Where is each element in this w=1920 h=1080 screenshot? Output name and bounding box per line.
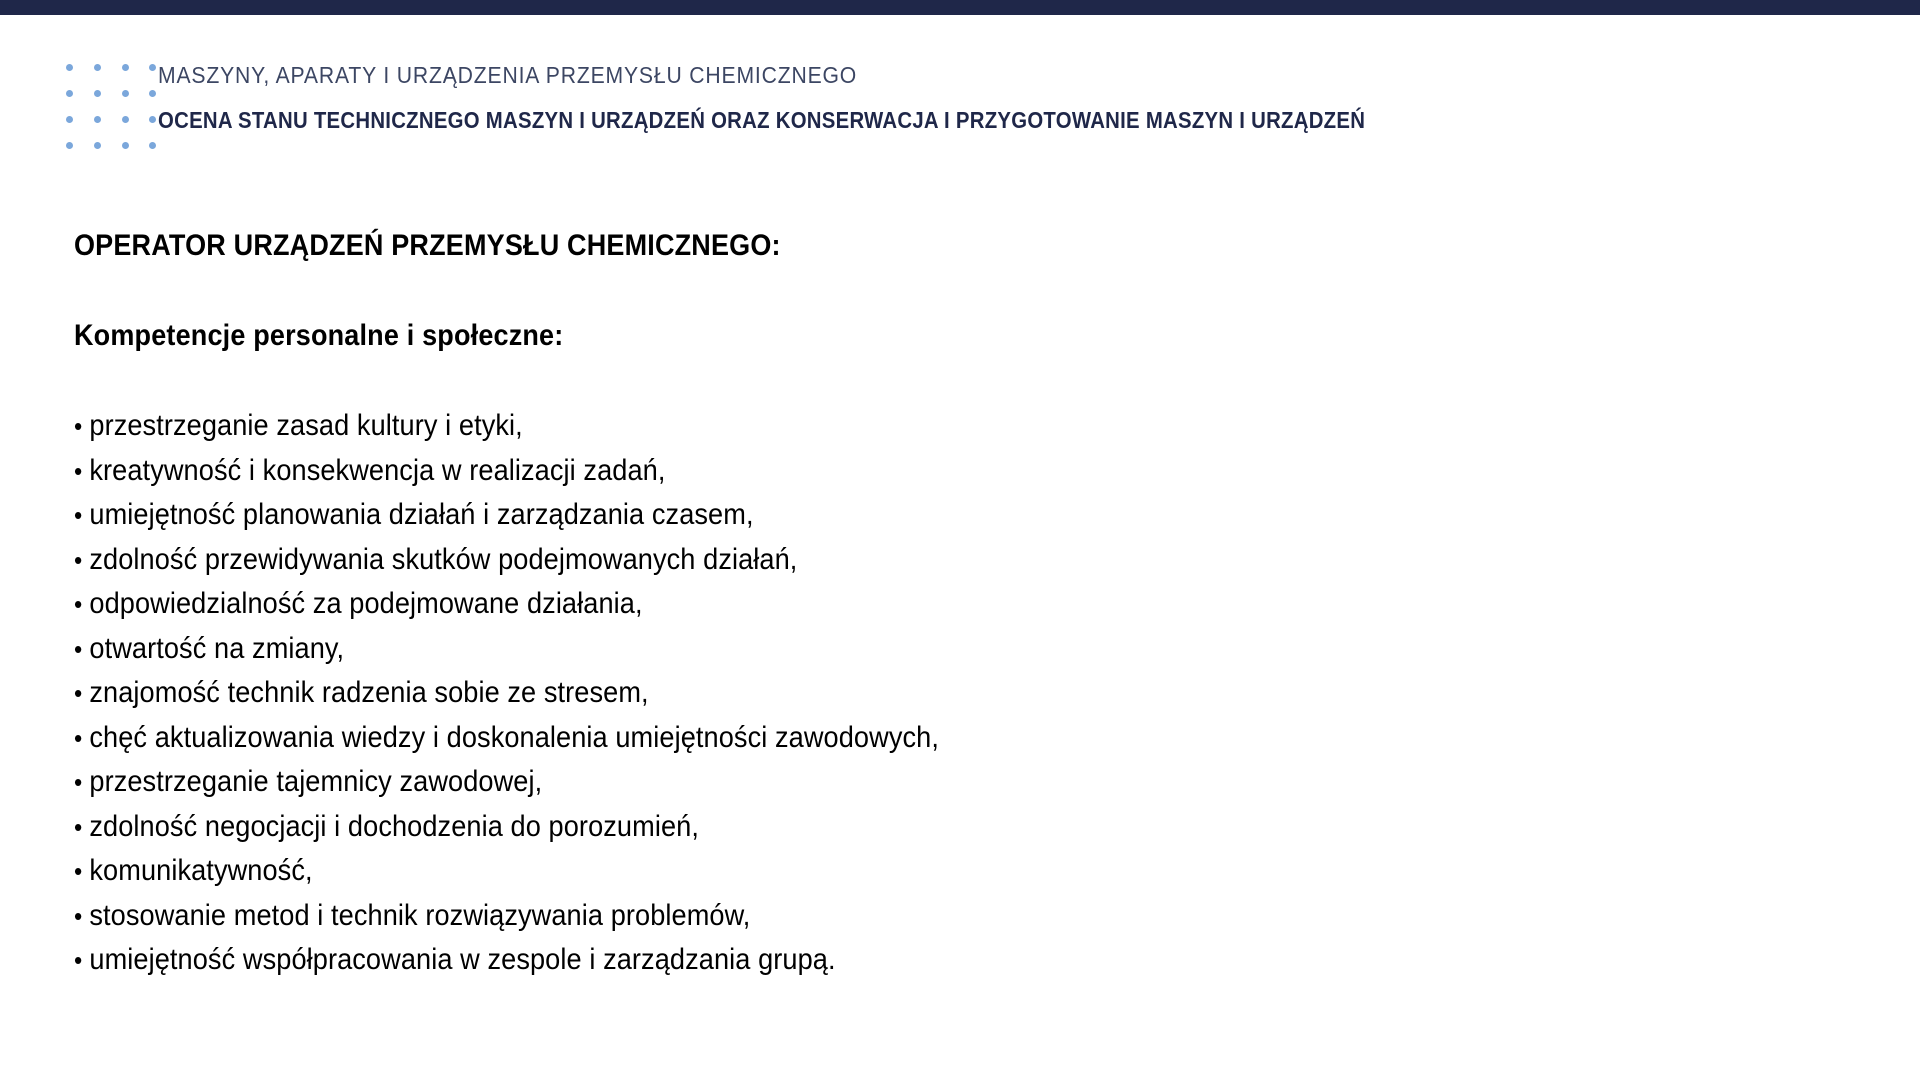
grid-dot (66, 116, 73, 123)
section-subtitle: Kompetencje personalne i społeczne: (74, 319, 564, 352)
list-item-label: przestrzeganie zasad kultury i etyki, (89, 409, 523, 442)
bullet-icon: • (74, 678, 83, 708)
list-item-label: umiejętność planowania działań i zarządzania czasem, (89, 498, 754, 531)
grid-dot (149, 64, 156, 71)
grid-dot (94, 90, 101, 97)
bullet-icon: • (74, 811, 83, 842)
list-item (74, 938, 1703, 983)
decorative-dot-grid (66, 58, 158, 149)
grid-dot (66, 90, 73, 97)
bullet-icon: • (74, 856, 83, 886)
competency-bullet-list (74, 404, 1874, 983)
list-item-label: zdolność negocjacji i dochodzenia do porozumień, (89, 809, 699, 843)
list-item-label: znajomość technik radzenia sobie ze stresem, (89, 676, 649, 709)
bullet-icon: • (74, 945, 83, 975)
grid-dot (122, 90, 129, 97)
slide-body (74, 228, 1874, 999)
list-item-label: kreatywność i konsekwencja w realizacji zadań, (89, 453, 666, 487)
list-item (74, 538, 1703, 583)
header-course-title: MASZYNY, APARATY I URZĄDZENIA PRZEMYSŁU CHEMICZNEGO (158, 62, 858, 88)
bullet-icon: • (74, 589, 83, 619)
list-item-label: umiejętność współpracowania w zespole i zarządzania grupą. (89, 943, 836, 976)
bullet-icon: • (74, 411, 83, 441)
list-item (74, 627, 1703, 672)
bullet-icon: • (74, 544, 83, 575)
grid-dot (66, 142, 73, 149)
grid-dot (122, 116, 129, 123)
bullet-icon: • (74, 500, 83, 530)
list-item (74, 805, 1703, 850)
bullet-icon: • (74, 633, 83, 664)
list-item-label: otwartość na zmiany, (89, 631, 345, 665)
header-row (72, 58, 1862, 149)
list-item (74, 716, 1703, 761)
grid-dot (66, 64, 73, 71)
list-item (74, 582, 1703, 627)
bullet-icon: • (74, 722, 83, 753)
grid-dot (149, 90, 156, 97)
page-title: OPERATOR URZĄDZEŃ PRZEMYSŁU CHEMICZNEGO: (74, 229, 781, 262)
list-item (74, 760, 1703, 805)
list-item (74, 493, 1703, 538)
slide-header (72, 58, 1862, 149)
list-item-label: chęć aktualizowania wiedzy i doskonalenia umiejętności zawodowych, (89, 720, 939, 754)
list-item-label: stosowanie metod i technik rozwiązywania problemów, (89, 898, 751, 932)
list-item (74, 449, 1703, 494)
list-item-label: komunikatywność, (89, 854, 313, 887)
list-item-label: zdolność przewidywania skutków podejmowanych działań, (89, 542, 798, 576)
list-item (74, 671, 1703, 716)
list-item (74, 894, 1703, 939)
grid-dot (94, 142, 101, 149)
grid-dot (122, 142, 129, 149)
grid-dot (94, 116, 101, 123)
header-text-group (158, 58, 1862, 135)
list-item-label: odpowiedzialność za podejmowane działania, (89, 587, 643, 620)
grid-dot (149, 116, 156, 123)
bullet-icon: • (74, 900, 83, 931)
grid-dot (149, 142, 156, 149)
list-item (74, 849, 1703, 894)
list-item-label: przestrzeganie tajemnicy zawodowej, (89, 765, 543, 798)
grid-dot (94, 64, 101, 71)
top-accent-bar (0, 0, 1920, 15)
bullet-icon: • (74, 455, 83, 486)
header-module-title: OCENA STANU TECHNICZNEGO MASZYN I URZĄDZEŃ ORAZ KONSERWACJA I PRZYGOTOWANIE MASZYN I URZĄDZEŃ (158, 107, 1366, 133)
bullet-icon: • (74, 767, 83, 797)
grid-dot (122, 64, 129, 71)
list-item (74, 404, 1703, 449)
